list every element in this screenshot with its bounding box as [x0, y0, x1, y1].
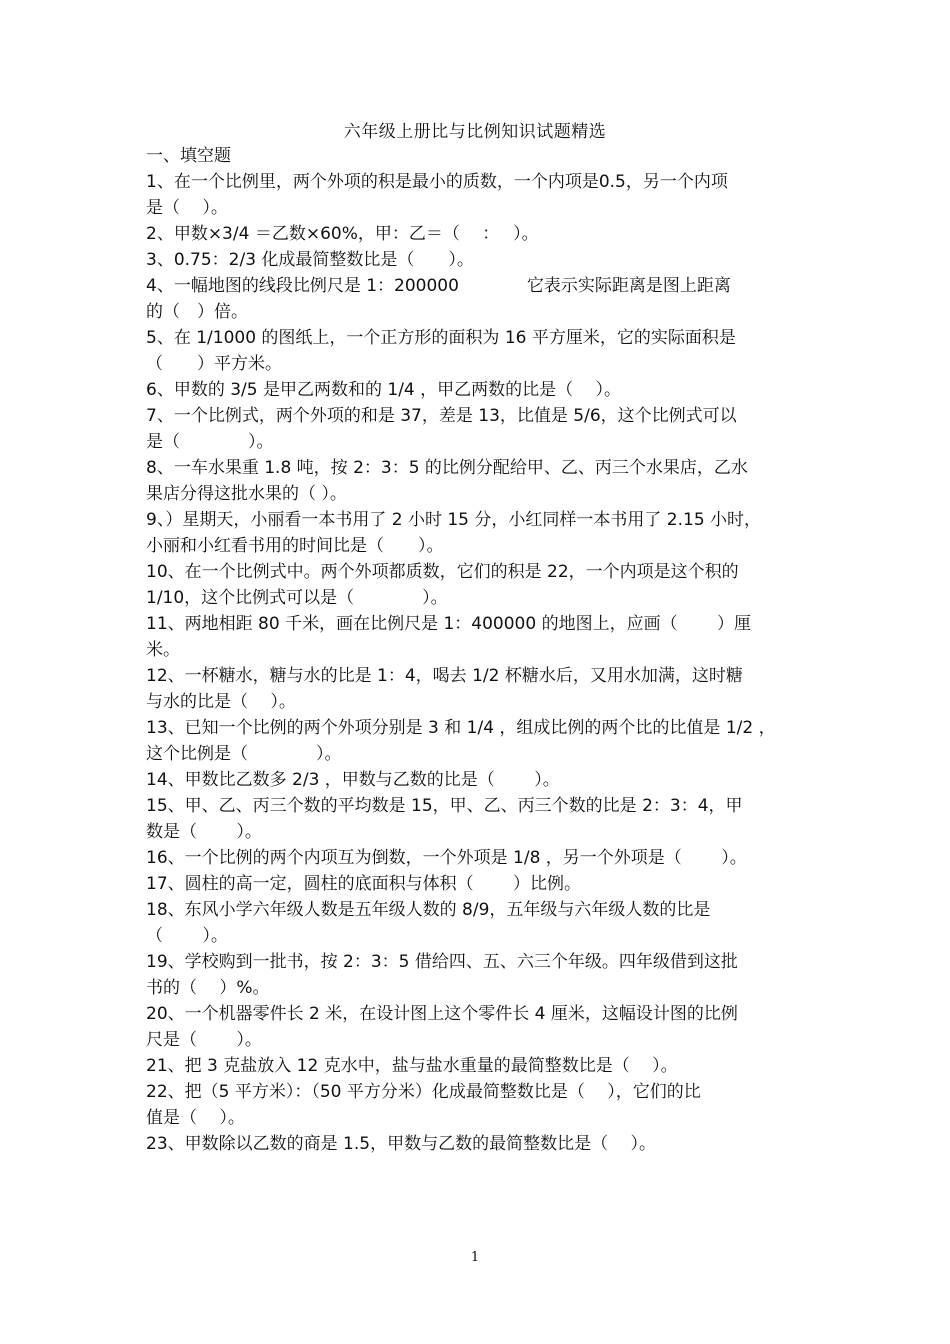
question-line: 1/10，这个比例式可以是（ ）。: [146, 588, 448, 608]
question-line: （ ）平方米。: [146, 354, 282, 374]
question-line: 22、把（5 平方米）：（50 平方分米）化成最简整数比是（ ），它们的比: [146, 1082, 701, 1102]
question-line: 2、甲数×3/4 ＝乙数×60%，甲：乙＝（ ： ）。: [146, 224, 539, 244]
question-item: [146, 793, 810, 845]
question-line: 与水的比是（ ）。: [146, 692, 296, 712]
questions-container: [146, 169, 810, 1157]
question-item: [146, 247, 810, 273]
question-item: [146, 767, 810, 793]
question-line: 果店分得这批水果的（ ）。: [146, 484, 347, 504]
question-item: [146, 403, 810, 455]
question-line: 米。: [146, 640, 180, 660]
question-line: 19、学校购到一批书，按 2：3：5 借给四、五、六三个年级。四年级借到这批: [146, 952, 738, 972]
question-line: 20、一个机器零件长 2 米，在设计图上这个零件长 4 厘米，这幅设计图的比例: [146, 1004, 738, 1024]
question-item: [146, 949, 810, 1001]
question-line: 23、甲数除以乙数的商是 1.5，甲数与乙数的最简整数比是（ ）。: [146, 1134, 656, 1154]
question-line: 的（ ）倍。: [146, 302, 248, 322]
question-line: 是（ ）。: [146, 198, 228, 218]
question-item: [146, 897, 810, 949]
question-item: [146, 559, 810, 611]
question-item: [146, 169, 810, 221]
question-item: [146, 325, 810, 377]
question-item: [146, 455, 810, 507]
question-item: [146, 715, 810, 767]
question-line: 13、已知一个比例的两个外项分别是 3 和 1/4 ，组成比例的两个比的比值是 1/2 ，: [146, 718, 776, 738]
question-line: 小丽和小红看书用的时间比是（ ）。: [146, 536, 444, 556]
question-line: 9、）星期天，小丽看一本书用了 2 小时 15 分，小红同样一本书用了 2.15 小时，: [146, 510, 762, 530]
question-line: 17、圆柱的高一定，圆柱的底面积与体积（ ）比例。: [146, 874, 582, 894]
question-line: 16、一个比例的两个内项互为倒数，一个外项是 1/8 ，另一个外项是（ ）。: [146, 848, 747, 868]
question-item: [146, 845, 810, 871]
question-line: 1、在一个比例里，两个外项的积是最小的质数，一个内项是0.5，另一个内项: [146, 172, 728, 192]
question-line: 10、在一个比例式中。两个外项都质数，它们的积是 22，一个内项是这个积的: [146, 562, 739, 582]
question-line: 这个比例是（ ）。: [146, 744, 342, 764]
question-line: 12、一杯糖水，糖与水的比是 1：4，喝去 1/2 杯糖水后，又用水加满，这时糖: [146, 666, 743, 686]
question-line: 尺是（ ）。: [146, 1030, 262, 1050]
question-line: 15、甲、乙、丙三个数的平均数是 15，甲、乙、丙三个数的比是 2：3：4，甲: [146, 796, 743, 816]
question-line: 8、一车水果重 1.8 吨，按 2：3：5 的比例分配给甲、乙、丙三个水果店，乙水: [146, 458, 748, 478]
document-title: 六年级上册比与比例知识试题精选: [343, 122, 607, 142]
question-item: [146, 221, 810, 247]
question-item: [146, 1053, 810, 1079]
question-item: [146, 1001, 810, 1053]
question-item: [146, 273, 810, 325]
question-line: 4、一幅地图的线段比例尺是 1：200000 它表示实际距离是图上距离: [146, 276, 731, 296]
question-list: [146, 143, 810, 1157]
question-line: （ ）。: [146, 926, 228, 946]
question-line: 5、在 1/1000 的图纸上，一个正方形的面积为 16 平方厘米，它的实际面积是: [146, 328, 736, 348]
question-item: [146, 377, 810, 403]
question-line: 7、一个比例式，两个外项的和是 37，差是 13，比值是 5/6，这个比例式可以: [146, 406, 737, 426]
section-heading: 一、填空题: [146, 146, 231, 166]
page-number: 1: [470, 1250, 480, 1265]
question-line: 21、把 3 克盐放入 12 克水中，盐与盐水重量的最简整数比是（ ）。: [146, 1056, 678, 1076]
question-line: 值是（ ）。: [146, 1108, 245, 1128]
question-line: 数是（ ）。: [146, 822, 262, 842]
question-item: [146, 507, 810, 559]
question-item: [146, 611, 810, 663]
question-line: 是（ ）。: [146, 432, 274, 452]
question-line: 18、东风小学六年级人数是五年级人数的 8/9，五年级与六年级人数的比是: [146, 900, 711, 920]
question-line: 书的（ ）%。: [146, 978, 270, 998]
question-item: [146, 1131, 810, 1157]
question-item: [146, 871, 810, 897]
question-item: [146, 663, 810, 715]
question-line: 14、甲数比乙数多 2/3 ，甲数与乙数的比是（ ）。: [146, 770, 560, 790]
question-line: 11、两地相距 80 千米，画在比例尺是 1：400000 的地图上，应画（ ）厘: [146, 614, 751, 634]
question-line: 6、甲数的 3/5 是甲乙两数和的 1/4 ，甲乙两数的比是（ ）。: [146, 380, 622, 400]
question-line: 3、0.75：2/3 化成最简整数比是（ ）。: [146, 250, 474, 270]
question-item: [146, 1079, 810, 1131]
